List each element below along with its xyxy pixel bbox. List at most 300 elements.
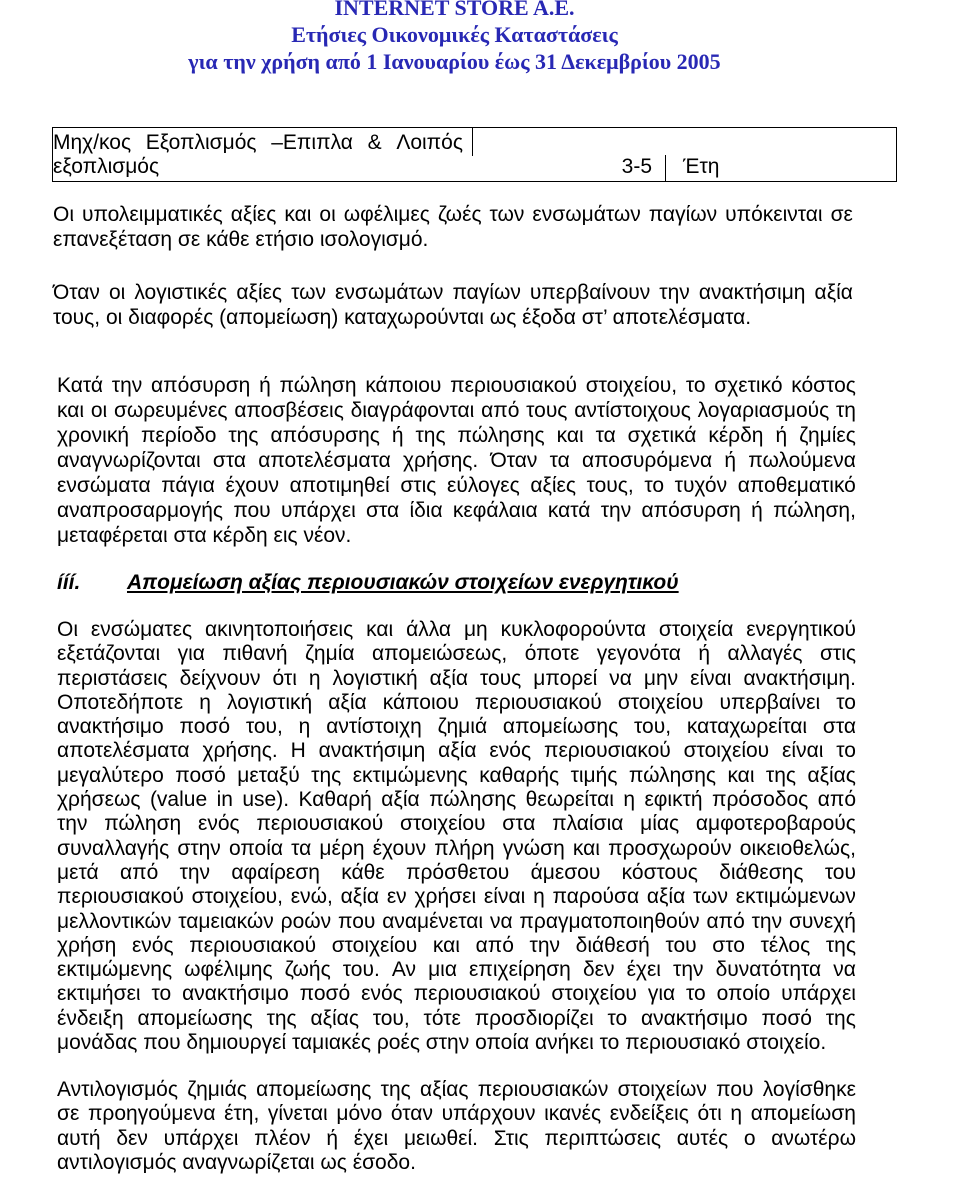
word: κόστος: [791, 374, 856, 397]
word: το: [686, 982, 706, 1006]
word: είναι: [690, 666, 732, 690]
word: αναπροσαρμογής: [57, 499, 224, 522]
word: αξίας: [310, 1006, 359, 1030]
word: ή: [391, 424, 404, 447]
word: ή: [259, 374, 271, 397]
word: διάθεσης: [719, 860, 804, 884]
word: να: [833, 958, 856, 982]
text-line: [57, 498, 856, 523]
word: ζημιάς: [187, 1078, 247, 1101]
word: γίνεται: [267, 1102, 328, 1126]
word: ενσωμάτων: [532, 203, 641, 226]
word: αμφοτεροβαρούς: [695, 812, 856, 836]
word: όποτε: [524, 642, 580, 666]
word: από: [481, 399, 520, 422]
word: οι: [108, 281, 126, 304]
word: ενδείξεις: [609, 1102, 689, 1126]
text-line: [57, 473, 856, 498]
word: αξία: [814, 281, 853, 304]
word: η: [199, 690, 211, 714]
word: αξία: [646, 885, 686, 909]
company-name: INTERNET STORE A.E.: [334, 0, 575, 20]
word: &: [367, 131, 382, 154]
word: πραγματοποιηθούν: [519, 909, 700, 933]
word: μελλοντικών: [57, 909, 172, 933]
useful-life-years: 3-5: [621, 155, 652, 178]
text-line: [57, 885, 856, 909]
word: του,: [372, 1006, 410, 1030]
word: παγίων: [648, 203, 718, 226]
text-line: [57, 1078, 856, 1102]
word: τότε: [423, 1006, 461, 1030]
paragraph-impairment: [57, 618, 856, 1055]
word: αποτελέσματα: [258, 449, 391, 472]
word: δεν: [582, 958, 615, 982]
word: ανακτήσιμο: [57, 715, 164, 739]
word: λογιστική: [332, 666, 418, 690]
text-line: [57, 1127, 856, 1151]
word: πώληση: [279, 374, 357, 397]
word: που: [233, 499, 271, 522]
word: τους: [480, 666, 522, 690]
word: για: [177, 642, 205, 666]
word: χρήσης.: [202, 739, 278, 763]
word: το: [836, 690, 856, 714]
word: ενός: [131, 933, 174, 957]
word: ζωής: [284, 958, 331, 982]
word: και: [284, 203, 312, 226]
word: πρόσθετου: [406, 860, 510, 884]
word: τους: [526, 399, 568, 422]
word: της: [415, 424, 446, 447]
word: ενός: [489, 739, 532, 763]
paragraph-residual-values: [53, 202, 853, 252]
word: στοιχείου,: [191, 885, 283, 909]
word: ζημίες: [799, 424, 856, 447]
word: οποία: [228, 836, 283, 860]
text-line: [57, 715, 856, 739]
word: σχετικό: [714, 374, 783, 397]
word: ή: [724, 449, 737, 472]
word: το: [151, 982, 172, 1006]
paragraph-reversal: [57, 1078, 856, 1175]
word: την: [659, 281, 690, 304]
word: των: [693, 885, 728, 909]
useful-life-unit: Έτη: [683, 155, 720, 178]
word: υπερβαίνουν: [529, 281, 651, 304]
word: απομείωσης: [256, 1078, 372, 1101]
word: εκτιμώμενης: [352, 763, 468, 787]
word: Στις: [493, 1126, 529, 1150]
word: από: [119, 860, 159, 884]
useful-life-unit-cell: [683, 155, 883, 179]
word: χρήση: [57, 933, 117, 957]
word: να: [489, 909, 513, 933]
table-column-divider: [472, 127, 473, 156]
report-title: Ετήσιες Οικονομικές Καταστάσεις: [291, 22, 618, 47]
word: αναμένεται: [382, 909, 484, 933]
word: από: [706, 909, 745, 933]
word: Καθαρή: [298, 788, 372, 812]
word: και: [57, 399, 85, 422]
word: εξετάζονται: [57, 642, 161, 666]
word: αξίας: [420, 1078, 469, 1101]
word: αυτή: [57, 1126, 101, 1150]
word: είναι: [782, 739, 824, 763]
word: ή: [775, 424, 788, 447]
word: απομείωσης: [137, 1006, 253, 1030]
word: στοιχείου: [331, 933, 418, 957]
word: εν: [386, 885, 407, 909]
word: αποτιμηθεί: [289, 474, 390, 497]
word: αξία: [429, 666, 469, 690]
word: Οι: [53, 203, 74, 226]
word: αντίστοιχους: [574, 399, 691, 422]
word: μη: [463, 618, 488, 641]
word: εφικτή: [644, 788, 703, 812]
word: μέρη: [319, 836, 365, 860]
word: περιουσιακού: [256, 812, 384, 836]
word: μετά: [57, 860, 99, 884]
word: περιουσιακού: [450, 374, 577, 397]
word: ότι: [697, 1102, 722, 1126]
word: ανακτήσιμη: [698, 281, 806, 304]
word: αφαίρεση: [231, 860, 320, 884]
section-title: Απομείωση αξίας περιουσιακών στοιχείων ενεργητικού: [127, 571, 679, 594]
word: απόσυρσης: [270, 424, 380, 447]
word: μπορεί: [533, 666, 598, 690]
word: ανακτήσιμη: [318, 739, 426, 763]
word: είναι: [483, 885, 526, 909]
text-line: [57, 398, 856, 423]
text-line: [57, 910, 856, 934]
word: το: [685, 374, 706, 397]
word: η: [533, 885, 545, 909]
word: από: [475, 933, 514, 957]
word: οι: [90, 399, 108, 422]
word: λογίσθηκε: [762, 1078, 856, 1101]
word: πλήρη: [434, 836, 495, 860]
word: από: [817, 788, 856, 812]
word: τιμής: [570, 763, 618, 787]
word: περιουσιακών: [477, 1078, 609, 1101]
word: Λοιπός: [396, 131, 463, 154]
word: όταν: [390, 1102, 433, 1126]
word: που: [338, 909, 376, 933]
word: ένδειξη: [57, 1006, 124, 1030]
word: ποσό: [761, 1006, 812, 1030]
word: περιουσιακού: [543, 739, 671, 763]
word: του,: [634, 715, 672, 739]
word: εκτιμώμενων: [735, 885, 856, 909]
text-line: [57, 667, 856, 691]
word: και: [727, 763, 755, 787]
word: –Επιπλα: [271, 131, 353, 154]
word: του,: [245, 715, 283, 739]
word: υπάρχει: [781, 982, 856, 1006]
word: ροών: [280, 909, 332, 933]
word: παρούσα: [552, 885, 640, 909]
word: Όταν: [53, 281, 100, 304]
word: της: [825, 933, 856, 957]
word: ενεργητικού: [746, 618, 856, 641]
word: έχει: [353, 1126, 389, 1150]
word: μια: [428, 958, 457, 982]
text-line: [57, 423, 856, 448]
word: ζημιά: [437, 715, 488, 739]
word: σε: [57, 1102, 80, 1126]
word: ενώ,: [290, 885, 333, 909]
word: αποτελέσματα: [57, 739, 190, 763]
word: in: [216, 788, 233, 812]
word: απόσυρση: [151, 374, 251, 397]
word: άλλα: [406, 618, 452, 641]
word: Αντιλογισμός: [57, 1078, 178, 1101]
word: χρονική: [57, 424, 129, 447]
word: αξίας: [807, 763, 856, 787]
word: αξία: [340, 885, 380, 909]
word: ζημία: [305, 642, 355, 666]
word: ενσώματα: [57, 474, 151, 497]
word: δυνατότητα: [715, 958, 822, 982]
text-line: επανεξέταση σε κάθε ετήσιο ισολογισμό.: [53, 228, 429, 251]
word: η: [730, 1102, 743, 1126]
word: ταμειακών: [178, 909, 274, 933]
text-line: [57, 861, 856, 885]
word: κυκλοφορούντα: [500, 618, 646, 641]
word: λογιστικές: [134, 281, 228, 304]
word: πλαίσια: [552, 812, 624, 836]
word: στα: [366, 499, 400, 522]
word: χρήσης.: [402, 449, 479, 472]
word: πώλησης: [628, 763, 717, 787]
word: θεωρείται: [525, 788, 614, 812]
word: περιουσιακού: [57, 885, 184, 909]
word: την: [57, 812, 88, 836]
word: στην: [177, 836, 221, 860]
word: έχουν: [372, 836, 427, 860]
word: τους,: [586, 474, 634, 497]
text-line: [57, 958, 856, 982]
word: περιπτώσεις: [544, 1126, 661, 1150]
word: έχουν: [225, 474, 279, 497]
text-line: [57, 934, 856, 958]
word: το: [644, 474, 665, 497]
word: στοιχείου: [683, 739, 770, 763]
text-line: [57, 642, 856, 666]
word: υπάρχει: [163, 1126, 239, 1150]
text-line: [57, 448, 856, 473]
word: αποσβέσεις: [234, 399, 344, 422]
text-line: [57, 788, 856, 812]
word: μειωθεί.: [403, 1126, 479, 1150]
word: Οι: [57, 618, 78, 641]
word: και: [556, 424, 584, 447]
word: στα: [212, 449, 246, 472]
word: λογιστική: [227, 690, 313, 714]
text-line: [57, 764, 856, 788]
word: ωφέλιμες: [343, 203, 430, 226]
word: ανακτήσιμη.: [743, 666, 856, 690]
word: διαγράφονται: [350, 399, 475, 422]
word: απομείωσης: [502, 715, 619, 739]
asset-category-cell: [53, 131, 463, 179]
word: σε: [830, 203, 853, 226]
word: αυτές: [676, 1126, 729, 1150]
word: και: [572, 836, 600, 860]
word: ανακτήσιμο: [182, 982, 289, 1006]
useful-life-years-cell: [472, 155, 652, 179]
word: μεγαλύτερο: [57, 763, 164, 787]
word: επιχείρηση: [469, 958, 571, 982]
word: του.: [342, 958, 380, 982]
word: περίοδο: [140, 424, 217, 447]
word: της: [825, 1006, 856, 1030]
word: οποίο: [716, 982, 771, 1006]
asset-category-line: [53, 131, 463, 155]
word: γεγονότα: [596, 642, 681, 666]
word: ποσό: [299, 982, 351, 1006]
word: στα: [822, 715, 856, 739]
word: πώληση,: [773, 499, 856, 522]
word: ενσωμάτων: [335, 281, 444, 304]
word: των: [291, 281, 326, 304]
word: στοιχείου,: [585, 374, 678, 397]
word: παγίων: [452, 281, 521, 304]
word: αξίες: [230, 203, 277, 226]
word: ποσό: [179, 715, 231, 739]
word: αξία: [381, 788, 420, 812]
word: ίδια: [409, 499, 443, 522]
word: ποσό: [175, 763, 226, 787]
word: αξία: [328, 690, 367, 714]
word: διάθεσή: [575, 933, 650, 957]
word: προσδιορίζει: [474, 1006, 594, 1030]
word: ακινητοποιήσεις: [205, 618, 354, 641]
word: πλέον: [254, 1126, 311, 1150]
word: της: [228, 424, 259, 447]
word: απομειώσεως,: [371, 642, 508, 666]
word: καταχωρείται: [686, 715, 808, 739]
word: η: [298, 715, 311, 739]
word: της: [765, 763, 797, 787]
word: ή: [326, 1126, 339, 1150]
word: οι: [319, 203, 336, 226]
word: προσχωρούν: [608, 836, 732, 860]
word: την: [673, 958, 704, 982]
word: αντίστοιχη: [326, 715, 422, 739]
word: αποθεματικό: [737, 474, 856, 497]
word: της: [380, 1078, 411, 1101]
text-line: [53, 280, 853, 305]
section-number: ííí.: [57, 571, 81, 594]
word: μίας: [640, 812, 680, 836]
word: ή: [751, 499, 763, 522]
word: προηγούμενα: [87, 1102, 216, 1126]
word: Όταν: [490, 449, 538, 472]
word: έχει: [626, 958, 661, 982]
word: δείχνουν: [179, 666, 261, 690]
word: (value: [149, 788, 208, 812]
word: ενσώματες: [90, 618, 193, 641]
word: την: [179, 860, 211, 884]
word: αναγνωρίζονται: [57, 449, 201, 472]
word: στοιχεία: [658, 618, 734, 641]
word: τα: [549, 449, 570, 472]
word: πώλησης: [429, 788, 517, 812]
word: να: [609, 666, 632, 690]
word: τα: [291, 836, 312, 860]
word: Η: [290, 739, 306, 763]
word: γνώση: [502, 836, 565, 860]
word: πωλούμενα: [748, 449, 856, 472]
word: τη: [836, 399, 856, 422]
word: καθαρής: [479, 763, 560, 787]
word: κόστους: [621, 860, 698, 884]
word: πρόσοδος: [712, 788, 809, 812]
word: της: [311, 763, 342, 787]
word: έτη,: [224, 1102, 260, 1126]
word: υπερβαίνει: [719, 690, 821, 714]
word: περιουσιακού: [474, 690, 602, 714]
text-line: [57, 1102, 856, 1126]
text-line: [53, 202, 853, 227]
word: απομείωση: [750, 1102, 856, 1126]
word: ότι: [272, 666, 297, 690]
word: μόνο: [336, 1102, 383, 1126]
word: περιουσιακού: [413, 982, 541, 1006]
paragraph-disposal: [57, 373, 856, 548]
word: για: [647, 982, 676, 1006]
word: αξίες: [236, 281, 283, 304]
word: λογαριασμούς: [697, 399, 830, 422]
word: εύλογες: [447, 474, 520, 497]
paragraph-carrying-amount: [53, 280, 853, 330]
text-line: τους, οι διαφορές (απομείωση) καταχωρούνται ως έξοδα στ’ αποτελέσματα.: [53, 306, 752, 329]
word: Μηχ/κος: [53, 131, 132, 154]
text-line: μεταφέρεται στα κέρδη εις νέον.: [57, 524, 352, 547]
word: στα: [502, 812, 536, 836]
word: την: [529, 933, 561, 957]
word: κεφάλαια: [452, 499, 538, 522]
word: και: [432, 933, 460, 957]
word: μην: [643, 666, 679, 690]
word: στοιχείου: [551, 982, 637, 1006]
word: το: [836, 739, 856, 763]
word: στοιχείων: [617, 1078, 707, 1101]
word: τα: [595, 424, 616, 447]
word: ο: [743, 1126, 756, 1150]
word: αποσυρόμενα: [581, 449, 713, 472]
word: πώλησης: [457, 424, 545, 447]
text-line: [57, 1007, 856, 1031]
word: στις: [400, 474, 437, 497]
text-line: [57, 373, 856, 398]
word: στο: [712, 933, 745, 957]
word: πάγια: [161, 474, 215, 497]
word: της: [266, 1006, 297, 1030]
word: πώληση: [104, 812, 182, 836]
word: απόσυρση: [641, 499, 741, 522]
word: χρήσεως: [57, 788, 141, 812]
word: ενός: [361, 982, 403, 1006]
word: και: [366, 618, 394, 641]
word: το: [607, 1006, 628, 1030]
word: αξίες: [530, 474, 577, 497]
word: υπάρχει: [280, 499, 356, 522]
word: σωρευμένες: [113, 399, 228, 422]
word: ανακτήσιμο: [640, 1006, 748, 1030]
